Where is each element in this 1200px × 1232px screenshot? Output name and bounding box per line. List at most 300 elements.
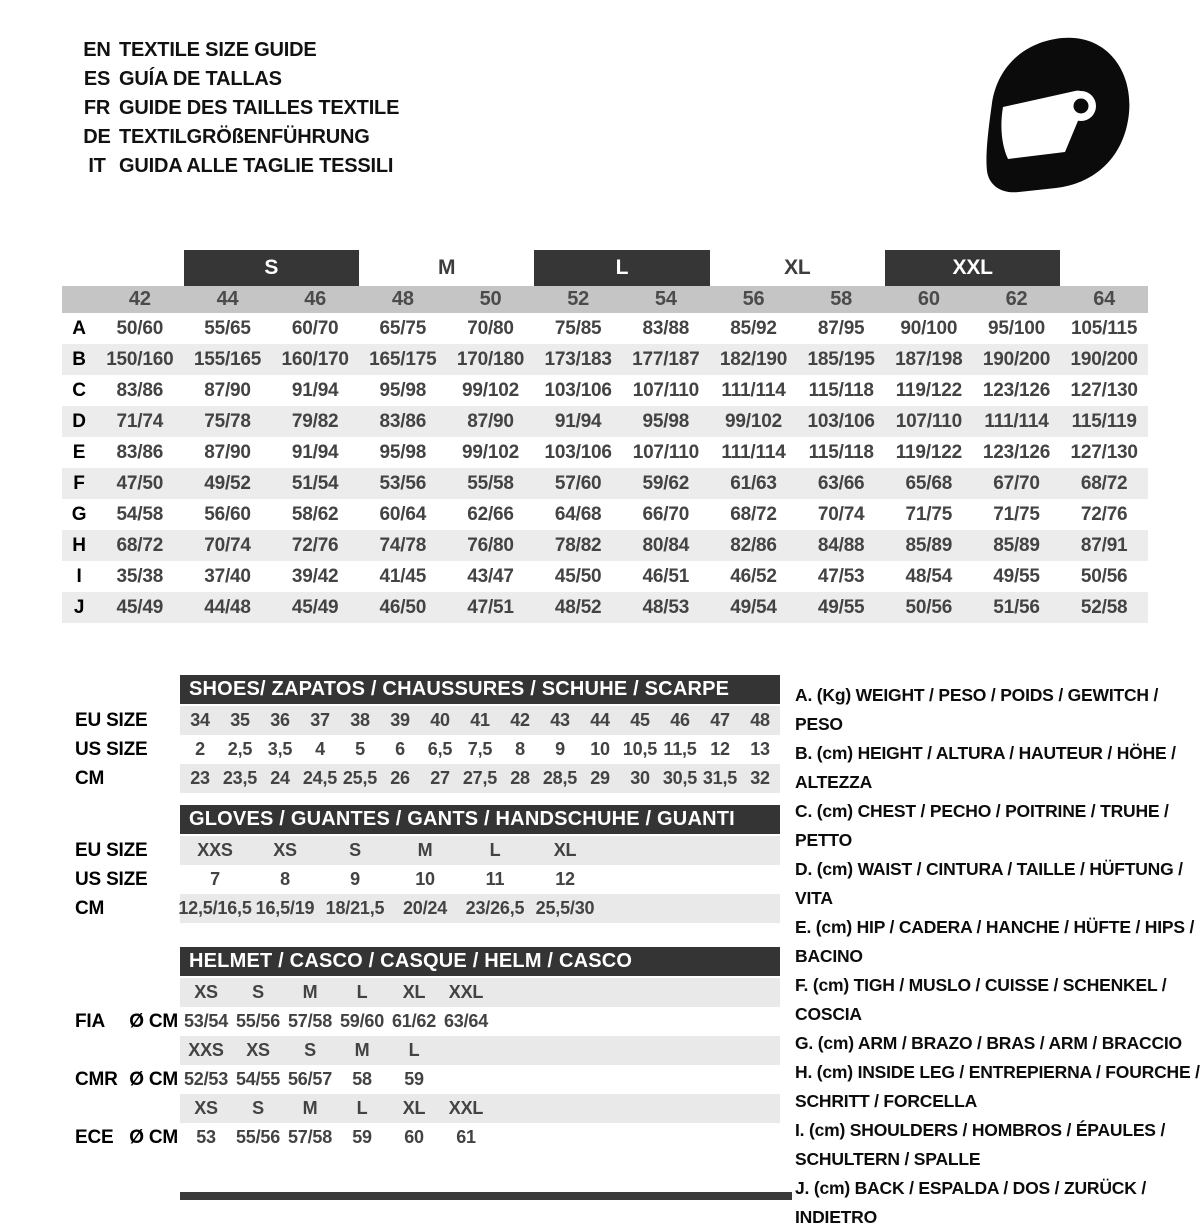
legend-item: I. (cm) SHOULDERS / HOMBROS / ÉPAULES / SCHULTERN / SPALLE bbox=[795, 1120, 1166, 1169]
row-letter: G bbox=[71, 503, 87, 525]
size-value: 190/200 bbox=[1070, 348, 1138, 370]
size-value: 185/195 bbox=[807, 348, 875, 370]
row-label: US SIZE bbox=[75, 868, 148, 890]
size-value: 115/119 bbox=[1071, 410, 1137, 432]
size-number: 62 bbox=[1005, 288, 1028, 310]
helmet-section bbox=[60, 947, 780, 1152]
size-value: XL bbox=[402, 1098, 426, 1118]
size-value: 123/126 bbox=[982, 441, 1051, 463]
size-value: 85/89 bbox=[993, 534, 1040, 556]
size-value: 28,5 bbox=[542, 768, 578, 788]
size-value: 24 bbox=[270, 768, 290, 788]
size-value: XL bbox=[402, 982, 426, 1002]
row-letter: J bbox=[73, 596, 85, 618]
size-value: 13 bbox=[750, 739, 770, 759]
size-value: 75/78 bbox=[204, 410, 251, 432]
row-label bbox=[60, 1123, 180, 1152]
legend-item: H. (cm) INSIDE LEG / ENTREPIERNA / FOURCHE / SCHRITT / FORCELLA bbox=[795, 1062, 1200, 1111]
size-value: 60/70 bbox=[291, 317, 339, 339]
size-value: 71/74 bbox=[116, 410, 164, 432]
measure-row-i bbox=[62, 561, 1148, 592]
size-value: 173/183 bbox=[544, 348, 612, 370]
size-value: 87/91 bbox=[1080, 534, 1128, 556]
language-code: FR bbox=[83, 97, 111, 119]
size-value: 30 bbox=[630, 768, 650, 788]
size-value: 111/114 bbox=[721, 441, 786, 463]
size-value: 30,5 bbox=[662, 768, 698, 788]
size-value: 127/130 bbox=[1070, 379, 1138, 401]
size-value: 10 bbox=[415, 869, 435, 889]
size-number: 50 bbox=[479, 288, 502, 310]
size-number: 42 bbox=[128, 288, 151, 310]
size-value: XS bbox=[194, 982, 218, 1002]
size-value: 31,5 bbox=[702, 768, 738, 788]
size-value: 6,5 bbox=[427, 739, 453, 759]
size-value: 52/53 bbox=[183, 1069, 229, 1089]
size-value: 91/94 bbox=[554, 410, 602, 432]
size-value: 49/54 bbox=[730, 596, 777, 618]
language-code: ES bbox=[83, 68, 111, 90]
size-value: 79/82 bbox=[291, 410, 339, 432]
legend-item: J. (cm) BACK / ESPALDA / DOS / ZURÜCK / INDIETRO bbox=[795, 1178, 1146, 1227]
size-value: 41/45 bbox=[379, 565, 427, 587]
size-value: 99/102 bbox=[462, 379, 519, 401]
size-value: 54/58 bbox=[116, 503, 164, 525]
size-value: 119/122 bbox=[895, 379, 962, 401]
size-value: 123/126 bbox=[982, 379, 1051, 401]
size-value: 59/62 bbox=[642, 472, 690, 494]
size-value: 49/52 bbox=[204, 472, 251, 494]
size-value: 83/86 bbox=[116, 379, 164, 401]
size-value: 48/53 bbox=[642, 596, 690, 618]
measure-row-h bbox=[62, 530, 1148, 561]
size-value: 48/52 bbox=[554, 596, 602, 618]
size-value: 105/115 bbox=[1071, 317, 1138, 339]
size-value: L bbox=[356, 982, 368, 1002]
measure-row-f bbox=[62, 468, 1148, 499]
size-value: 99/102 bbox=[725, 410, 782, 432]
size-value: 8 bbox=[280, 869, 290, 889]
size-value: 87/90 bbox=[467, 410, 514, 432]
size-value: 24,5 bbox=[302, 768, 338, 788]
size-value: 12 bbox=[555, 869, 575, 889]
language-list bbox=[75, 36, 399, 181]
language-code: EN bbox=[83, 39, 111, 61]
row-letter: B bbox=[72, 348, 86, 370]
legend-item: E. (cm) HIP / CADERA / HANCHE / HÜFTE / HIPS / BACINO bbox=[795, 917, 1195, 966]
size-value: 170/180 bbox=[456, 348, 525, 370]
corner-cell bbox=[62, 286, 96, 313]
size-value bbox=[440, 1036, 492, 1065]
size-value: 80/84 bbox=[642, 534, 690, 556]
size-number: 60 bbox=[917, 288, 940, 310]
size-value: 91/94 bbox=[291, 441, 339, 463]
size-value: 107/110 bbox=[632, 379, 699, 401]
size-value: XS bbox=[273, 840, 297, 860]
size-value: 70/74 bbox=[204, 534, 251, 556]
size-value: 119/122 bbox=[895, 441, 962, 463]
size-value: 5 bbox=[355, 739, 365, 759]
helmet-icon-svg bbox=[982, 34, 1132, 196]
size-value: 103/106 bbox=[544, 441, 612, 463]
size-value: 46/51 bbox=[642, 565, 690, 587]
size-value: 53/56 bbox=[379, 472, 427, 494]
size-value: 74/78 bbox=[379, 534, 427, 556]
size-value: 54/55 bbox=[235, 1069, 281, 1089]
shoes-rows bbox=[60, 706, 780, 793]
helmet-sizes-row bbox=[60, 1094, 780, 1123]
measure-row-d bbox=[62, 406, 1148, 437]
racing-helmet-icon bbox=[982, 34, 1132, 196]
row-label: EU SIZE bbox=[75, 709, 148, 731]
size-value: 58 bbox=[352, 1069, 372, 1089]
language-label: GUIDA ALLE TAGLIE TESSILI bbox=[119, 155, 394, 177]
size-value: 84/88 bbox=[817, 534, 865, 556]
size-value: 16,5/19 bbox=[255, 898, 315, 918]
measure-row-c bbox=[62, 375, 1148, 406]
language-label: GUIDE DES TAILLES TEXTILE bbox=[119, 97, 400, 119]
size-value: 35 bbox=[230, 710, 250, 730]
size-value: 53/54 bbox=[183, 1011, 229, 1031]
size-value: M bbox=[417, 840, 433, 860]
size-value: 12 bbox=[710, 739, 730, 759]
size-value: 95/98 bbox=[642, 410, 690, 432]
size-value: 83/86 bbox=[379, 410, 427, 432]
size-value: 39 bbox=[390, 710, 410, 730]
size-value: 64/68 bbox=[554, 503, 602, 525]
size-value: 67/70 bbox=[993, 472, 1040, 494]
language-row bbox=[75, 65, 399, 94]
size-value: 87/90 bbox=[204, 441, 251, 463]
size-value: 85/92 bbox=[730, 317, 777, 339]
size-value: 63/66 bbox=[817, 472, 865, 494]
unit-label: Ø CM bbox=[129, 1126, 178, 1148]
size-number: 46 bbox=[304, 288, 327, 310]
size-value: 68/72 bbox=[1080, 472, 1128, 494]
size-value: 46/50 bbox=[379, 596, 427, 618]
size-value: 99/102 bbox=[462, 441, 519, 463]
size-value: 57/58 bbox=[287, 1127, 333, 1147]
size-value: 8 bbox=[515, 739, 525, 759]
size-value: 103/106 bbox=[807, 410, 875, 432]
size-value: 48/54 bbox=[905, 565, 953, 587]
row-letter: D bbox=[72, 410, 86, 432]
size-number: 58 bbox=[830, 288, 853, 310]
size-value: M bbox=[302, 982, 318, 1002]
size-value: 70/74 bbox=[817, 503, 865, 525]
size-value: 36 bbox=[270, 710, 290, 730]
shoes-cm-row bbox=[60, 764, 780, 793]
size-value: 71/75 bbox=[905, 503, 953, 525]
size-value: 62/66 bbox=[467, 503, 514, 525]
row-label bbox=[60, 978, 180, 1007]
size-value: 85/89 bbox=[905, 534, 953, 556]
size-number: 48 bbox=[391, 288, 414, 310]
row-label: EU SIZE bbox=[75, 839, 148, 861]
gloves-cm-row bbox=[60, 894, 780, 923]
size-value: 37/40 bbox=[204, 565, 251, 587]
bottom-section-bar bbox=[180, 1192, 792, 1200]
size-value: S bbox=[304, 1040, 316, 1060]
row-letter: A bbox=[72, 317, 86, 339]
size-value: 91/94 bbox=[291, 379, 339, 401]
size-value: 82/86 bbox=[730, 534, 777, 556]
size-value: 155/165 bbox=[193, 348, 262, 370]
row-label bbox=[60, 1036, 180, 1065]
gloves-us-row bbox=[60, 865, 780, 894]
helmet-ece-row bbox=[60, 1123, 780, 1152]
size-value: 57/58 bbox=[287, 1011, 333, 1031]
size-value: 50/56 bbox=[905, 596, 953, 618]
size-value: 46 bbox=[670, 710, 690, 730]
measure-row-j bbox=[62, 592, 1148, 623]
size-value: 43/47 bbox=[467, 565, 514, 587]
size-number: 54 bbox=[654, 288, 677, 310]
size-value: 58/62 bbox=[291, 503, 339, 525]
size-value: 87/90 bbox=[204, 379, 251, 401]
size-value: 83/86 bbox=[116, 441, 164, 463]
size-label-m: M bbox=[438, 256, 456, 279]
size-label-xl: XL bbox=[784, 256, 811, 279]
shoes-eu-row bbox=[60, 706, 780, 735]
gloves-section bbox=[60, 805, 780, 923]
legend-item: F. (cm) TIGH / MUSLO / CUISSE / SCHENKEL / COSCIA bbox=[795, 975, 1167, 1024]
size-value: 87/95 bbox=[817, 317, 865, 339]
shoes-us-row bbox=[60, 735, 780, 764]
size-value: 187/198 bbox=[895, 348, 963, 370]
row-label: US SIZE bbox=[75, 738, 148, 760]
size-value: XS bbox=[194, 1098, 218, 1118]
size-value: 95/98 bbox=[379, 441, 427, 463]
size-value: 61/62 bbox=[391, 1011, 437, 1031]
size-value: 12,5/16,5 bbox=[178, 898, 252, 918]
size-value: 7,5 bbox=[467, 739, 493, 759]
size-label-xxl: XXL bbox=[885, 250, 1060, 286]
size-value: XXL bbox=[448, 1098, 484, 1118]
size-value: 52/58 bbox=[1080, 596, 1128, 618]
size-value: 78/82 bbox=[554, 534, 602, 556]
size-label-s: S bbox=[184, 250, 359, 286]
language-code: IT bbox=[88, 155, 106, 177]
size-value: 49/55 bbox=[993, 565, 1040, 587]
size-value: 2,5 bbox=[227, 739, 253, 759]
size-value: M bbox=[302, 1098, 318, 1118]
size-value: 43 bbox=[550, 710, 570, 730]
size-value: XS bbox=[246, 1040, 270, 1060]
row-label: CM bbox=[75, 767, 105, 789]
size-value: 44/48 bbox=[204, 596, 251, 618]
size-value: 44 bbox=[590, 710, 610, 730]
size-value: 40 bbox=[430, 710, 450, 730]
size-label-l: L bbox=[534, 250, 709, 286]
size-value: S bbox=[349, 840, 361, 860]
size-value bbox=[440, 1065, 492, 1094]
size-value: 34 bbox=[190, 710, 210, 730]
size-value: 45/49 bbox=[116, 596, 164, 618]
helmet-title: HELMET / CASCO / CASQUE / HELM / CASCO bbox=[180, 947, 780, 976]
row-label bbox=[60, 1007, 180, 1036]
size-value: 29 bbox=[590, 768, 610, 788]
size-value: 50/60 bbox=[116, 317, 164, 339]
gloves-title: GLOVES / GUANTES / GANTS / HANDSCHUHE / GUANTI bbox=[180, 805, 780, 834]
size-value: 60/64 bbox=[379, 503, 427, 525]
legend-item: D. (cm) WAIST / CINTURA / TAILLE / HÜFTUNG / VITA bbox=[795, 859, 1183, 908]
size-value: XL bbox=[553, 840, 577, 860]
size-number: 44 bbox=[216, 288, 239, 310]
size-value: 23,5 bbox=[222, 768, 258, 788]
helmet-sizes-row bbox=[60, 978, 780, 1007]
size-value: 57/60 bbox=[554, 472, 602, 494]
size-value: 49/55 bbox=[817, 596, 865, 618]
size-value: 50/56 bbox=[1080, 565, 1128, 587]
size-value: 59/60 bbox=[339, 1011, 385, 1031]
row-letter: F bbox=[73, 472, 85, 494]
size-value: 23 bbox=[190, 768, 210, 788]
standard-label: CMR bbox=[75, 1068, 118, 1090]
size-value: 2 bbox=[195, 739, 205, 759]
language-code: DE bbox=[83, 126, 111, 148]
row-letter: I bbox=[76, 565, 82, 587]
size-value: 10 bbox=[590, 739, 610, 759]
size-value: 53 bbox=[196, 1127, 216, 1147]
size-value: 111/114 bbox=[984, 410, 1049, 432]
size-value: 26 bbox=[390, 768, 410, 788]
size-value: 103/106 bbox=[544, 379, 612, 401]
unit-label: Ø CM bbox=[129, 1068, 178, 1090]
size-value: XXL bbox=[448, 982, 484, 1002]
shoes-title: SHOES/ ZAPATOS / CHAUSSURES / SCHUHE / SCARPE bbox=[180, 675, 780, 704]
size-value: 72/76 bbox=[1080, 503, 1128, 525]
size-value: 65/68 bbox=[905, 472, 953, 494]
size-value: XXS bbox=[188, 1040, 224, 1060]
size-value: 68/72 bbox=[116, 534, 164, 556]
size-value: 56/57 bbox=[287, 1069, 333, 1089]
size-value: 25,5 bbox=[342, 768, 378, 788]
size-value: 47 bbox=[710, 710, 730, 730]
measure-row-b bbox=[62, 344, 1148, 375]
size-value: 46/52 bbox=[730, 565, 777, 587]
size-value: 90/100 bbox=[900, 317, 958, 339]
size-value: 160/170 bbox=[281, 348, 349, 370]
size-value: 83/88 bbox=[642, 317, 690, 339]
size-value: 28 bbox=[510, 768, 530, 788]
size-header-row bbox=[62, 250, 1148, 286]
size-value: S bbox=[252, 982, 264, 1002]
gloves-rows bbox=[60, 836, 780, 923]
size-value: 45/50 bbox=[554, 565, 602, 587]
language-row bbox=[75, 36, 399, 65]
legend-item: G. (cm) ARM / BRAZO / BRAS / ARM / BRACCIO bbox=[795, 1033, 1182, 1053]
size-value: 20/24 bbox=[402, 898, 448, 918]
shoes-section bbox=[60, 675, 780, 793]
size-value: 71/75 bbox=[993, 503, 1040, 525]
size-value: 32 bbox=[750, 768, 770, 788]
size-value: 27 bbox=[430, 768, 450, 788]
size-value: 68/72 bbox=[730, 503, 777, 525]
size-value: 3,5 bbox=[267, 739, 293, 759]
size-value: 47/51 bbox=[467, 596, 514, 618]
size-value: 6 bbox=[395, 739, 405, 759]
language-label: GUÍA DE TALLAS bbox=[119, 68, 282, 90]
row-letter: H bbox=[72, 534, 86, 556]
size-value: 115/118 bbox=[808, 379, 874, 401]
measure-row-g bbox=[62, 499, 1148, 530]
measure-row-e bbox=[62, 437, 1148, 468]
size-value: 45 bbox=[630, 710, 650, 730]
row-letter: E bbox=[72, 441, 86, 463]
helmet-cmr-row bbox=[60, 1065, 780, 1094]
size-value: 61 bbox=[456, 1127, 476, 1147]
size-value: 95/98 bbox=[379, 379, 427, 401]
standard-label: ECE bbox=[75, 1126, 114, 1148]
row-label: CM bbox=[75, 897, 105, 919]
size-value: 55/56 bbox=[235, 1011, 281, 1031]
size-value: 177/187 bbox=[632, 348, 700, 370]
size-value: 9 bbox=[350, 869, 360, 889]
size-value: 65/75 bbox=[379, 317, 427, 339]
measure-row-a bbox=[62, 313, 1148, 344]
size-value: 59 bbox=[352, 1127, 372, 1147]
language-label: TEXTILE SIZE GUIDE bbox=[119, 39, 317, 61]
size-number: 64 bbox=[1093, 288, 1116, 310]
size-value: 41 bbox=[470, 710, 490, 730]
size-value: 23/26,5 bbox=[465, 898, 525, 918]
helmet-fia-row bbox=[60, 1007, 780, 1036]
size-value: 55/56 bbox=[235, 1127, 281, 1147]
size-value: L bbox=[489, 840, 501, 860]
size-value: 11,5 bbox=[663, 739, 697, 759]
language-row bbox=[75, 123, 399, 152]
size-value: 45/49 bbox=[291, 596, 339, 618]
size-value: 107/110 bbox=[895, 410, 962, 432]
size-value: 61/63 bbox=[730, 472, 777, 494]
size-value: 37 bbox=[310, 710, 330, 730]
size-value: 72/76 bbox=[291, 534, 339, 556]
size-value: 75/85 bbox=[554, 317, 602, 339]
size-value: 165/175 bbox=[369, 348, 437, 370]
main-size-table bbox=[62, 250, 1148, 623]
size-value: 47/50 bbox=[116, 472, 164, 494]
size-value: 9 bbox=[555, 739, 565, 759]
size-value: M bbox=[354, 1040, 370, 1060]
size-value: 76/80 bbox=[467, 534, 514, 556]
helmet-sizes-row bbox=[60, 1036, 780, 1065]
legend-item: C. (cm) CHEST / PECHO / POITRINE / TRUHE / PETTO bbox=[795, 801, 1169, 850]
language-row bbox=[75, 152, 399, 181]
size-value: 55/58 bbox=[467, 472, 514, 494]
size-value: 51/56 bbox=[993, 596, 1040, 618]
row-letter: C bbox=[72, 379, 86, 401]
size-value: 7 bbox=[210, 869, 220, 889]
size-value: 182/190 bbox=[719, 348, 788, 370]
size-value: 47/53 bbox=[817, 565, 865, 587]
size-number: 56 bbox=[742, 288, 765, 310]
size-value: 35/38 bbox=[116, 565, 164, 587]
size-value: 42 bbox=[510, 710, 530, 730]
size-value: 70/80 bbox=[467, 317, 514, 339]
size-value: 111/114 bbox=[721, 379, 786, 401]
size-value: 95/100 bbox=[988, 317, 1045, 339]
size-value: L bbox=[408, 1040, 420, 1060]
size-number: 52 bbox=[567, 288, 590, 310]
size-value: 127/130 bbox=[1070, 441, 1138, 463]
size-value: 39/42 bbox=[291, 565, 339, 587]
helmet-rows bbox=[60, 978, 780, 1152]
size-value: 10,5 bbox=[622, 739, 658, 759]
language-label: TEXTILGRÖßENFÜHRUNG bbox=[119, 126, 370, 148]
gloves-eu-row bbox=[60, 836, 780, 865]
size-value: 63/64 bbox=[443, 1011, 489, 1031]
